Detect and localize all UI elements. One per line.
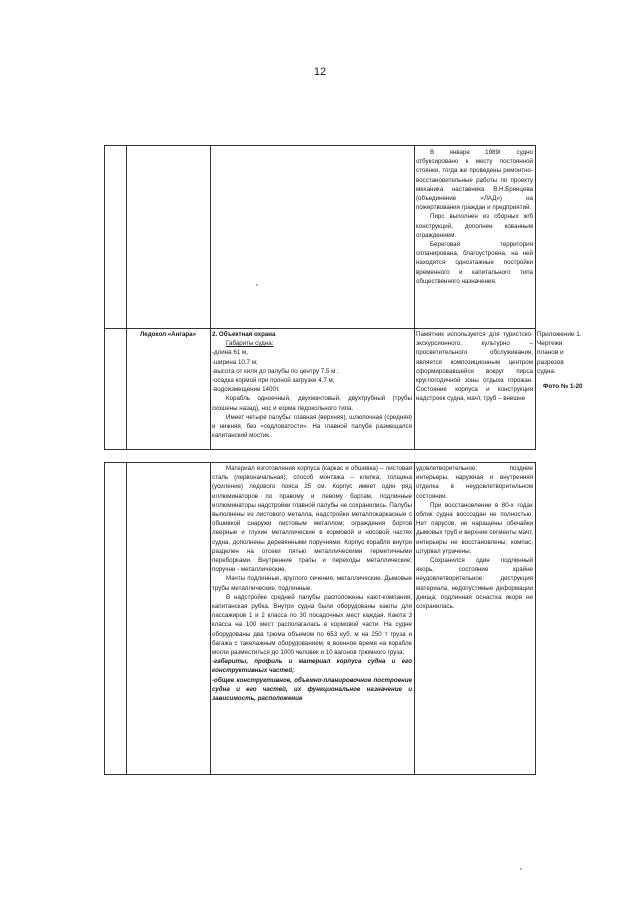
appendix-text: Приложение 1. Чертежи планов и разрезов судна. — [537, 331, 582, 375]
restoration-paragraph: При восстановлении в 80-х годах облик судна воссоздан не полностью. Нет парусов, не наращены обечайки дымовых труб и верхние сегменты мачт, интерьеры не восстановлены; компас, штурвал утрачены. — [416, 501, 533, 555]
photo-reference: Фото № 1-20 — [543, 383, 583, 391]
history-paragraph: В январе 1989г судно отбуксировано к месту постоянной стоянки, тогда же проведены ремонтно-восстановительные работы по проекту механика наставника В.Н.Брянцева (объединение «ЛАД») на пожертвования граждан и предприятий. — [416, 149, 533, 212]
ship-description-paragraph: Корабль одноечный, двухмачтовый, двухтрубный (трубы скошены назад), нос и корма ледокольного типа. — [212, 395, 412, 412]
cabins-paragraph: В надстройке средней палубы расположены кают-компания, капитанская рубка. Внутри судна были оборудованы каюты для пассажиров 1 и 2 класса по 30 посадочных мест каждая. Каюта 3 класса на 100 мест располагалась в кормовой части. На судне оборудованы два трюма объемом по 653 куб. м на 250 т груза и багажа с такелажным оборудованием; в военное время на корабле могли разместиться до 1000 человек и 10 вагонов трюмного груза; — [212, 593, 412, 657]
dimension-item: -длина 61 м, — [212, 349, 248, 357]
heritage-table-part-2 — [104, 462, 536, 775]
masts-paragraph: Мачты подлинные, круглого сечения, металлические. Дымовые трубы металлические, подлинные. — [212, 575, 412, 592]
history-description-cell — [414, 146, 535, 328]
territory-paragraph: Береговая территория спланирована, благоустроена, на ней находятся одноэтажные постройки временного и капитального типа общественного назначения. — [416, 241, 533, 285]
usage-state-cell — [414, 329, 535, 451]
page-number: 12 — [313, 66, 327, 78]
hull-material-paragraph: Материал изготовления корпуса (каркас и обшивка) – листовая сталь (первоначальная); способ монтажа – клепка; толщина (усиление) ледового пояса 25 см. Корпус имеет один ряд иллюминаторов по правому и левому бортам, подлинные иллюминаторы надстройки главной палубы не сохранились. Палубы выполнены из листового металла, надстройки металлокаркасные с обшивкой снаружи листовым металлом; ограждения бортов леерные и глухие металлические в кормовой и носовой частях судна, дополнены деревянными поручнями. Корпус корабля внутри разделен на отсеки пятью металлическими герметичными переборками. Внутренние трапы и переходы металлические, поручни - металлические. — [212, 465, 412, 574]
usage-paragraph: Памятник используется для туристско-экскурсионного, культурно – просветительного обслуживания, является композиционным центром сформировавшейся вокруг пирса круглогодичной зоны отдыха горожан. Состояние корпуса и конструкция надстроек судна, мачт, труб – внешне — [416, 331, 533, 403]
condition-continued-cell — [414, 463, 535, 776]
decks-paragraph: Имеет четыре палубы: главная (верхняя), шлюпочная (средняя) и нижняя, без «седловатости». На главной палубе размещался капитанский мостик. — [212, 413, 412, 440]
scan-speck — [256, 284, 258, 286]
dimension-item: -ширина 10.7 м; — [212, 358, 258, 366]
dimension-item: -водоизмещение 1400т. — [212, 386, 280, 394]
protection-subject-continued-cell — [210, 463, 414, 776]
condition-paragraph: удовлетворительное; поздние интерьеры, наружная и внутренняя отделка в неудовлетворительном состоянии. — [416, 465, 533, 500]
appendix-cell — [535, 329, 585, 451]
anchor-paragraph: Сохранился один подлинный якорь, состояние крайне неудовлетворительное: деструкция материала, недопустимые деформации днища; подлинная оснастка якоря не сохранилась. — [416, 557, 533, 611]
object-name-cell: Ледокол «Ангара» — [139, 331, 197, 338]
protection-title: 2. Объектная охрана — [212, 331, 276, 338]
dimension-item: -высота от киля до палубы по центру 7.5 м ; — [212, 367, 339, 375]
layout-item: -общее конструктивное, объемно-планировочное построение судна и его частей, их функциональное назначение и зависимость, расположение — [212, 676, 412, 703]
dimension-item: -осадка кормой при полной загрузке 4.7 м; — [212, 377, 335, 385]
heritage-table-part-1 — [104, 145, 583, 450]
hull-profile-item: -габариты, профиль и материал корпуса судна и его конструктивных частей; — [212, 658, 412, 675]
protection-subject-cell — [210, 329, 414, 451]
scan-speck — [520, 868, 522, 870]
dimensions-title: Габариты судна: — [226, 340, 274, 348]
pier-paragraph: Пирс выполнен из сборных ж/б конструкций, дополнен кованным ограждением. — [416, 213, 533, 239]
